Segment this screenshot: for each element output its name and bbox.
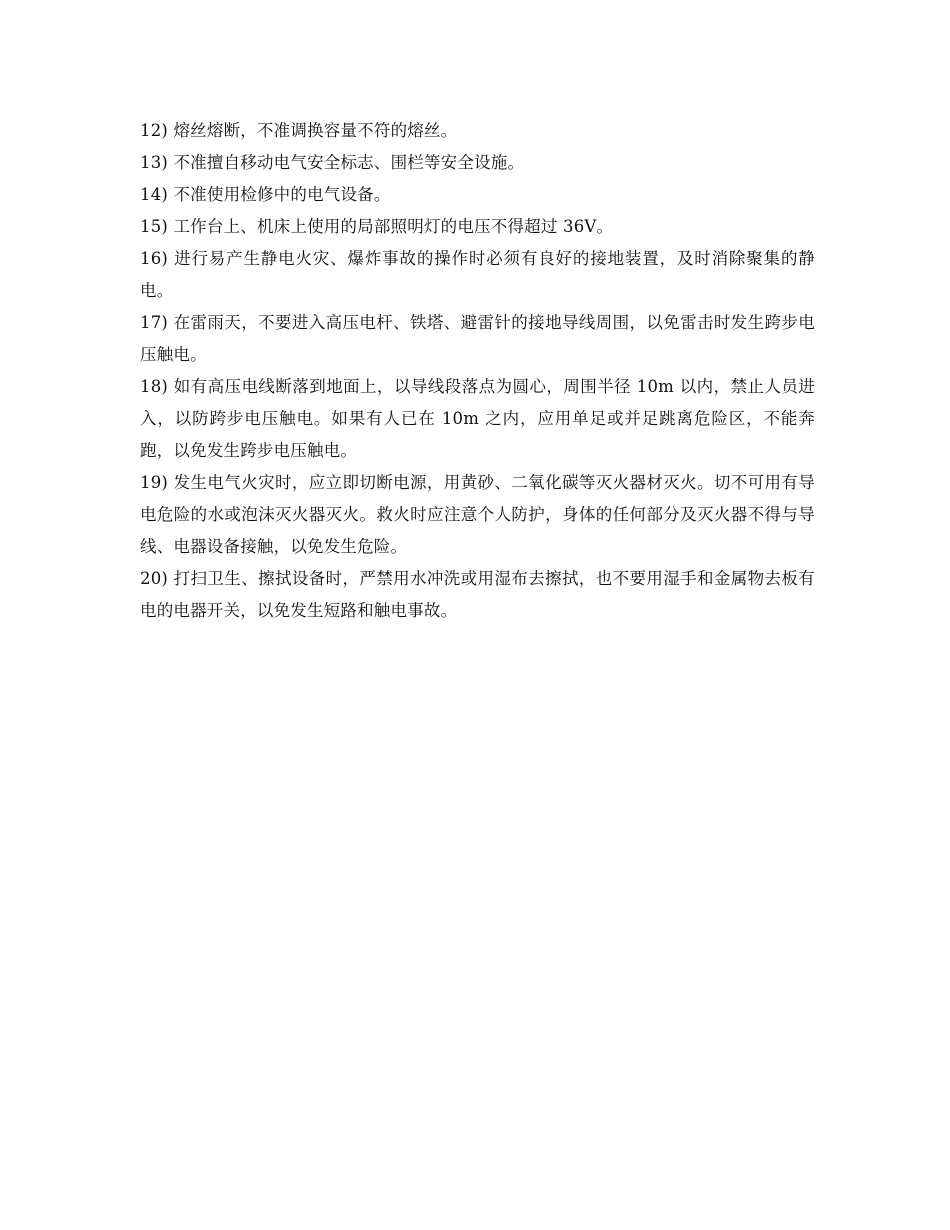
rule-item-14: 14) 不准使用检修中的电气设备。 [140,185,391,204]
rule-item-17: 17) 在雷雨天，不要进入高压电杆、铁塔、避雷针的接地导线周围，以免雷击时发生跨步电压触电。 [140,313,815,364]
rule-item-20: 20) 打扫卫生、擦拭设备时，严禁用水冲洗或用湿布去擦拭，也不要用湿手和金属物去板有电的电器开关，以免发生短路和触电事故。 [140,569,815,620]
rule-item-19: 19) 发生电气火灾时，应立即切断电源，用黄砂、二氧化碳等灭火器材灭火。切不可用有导电危险的水或泡沫灭火器灭火。救火时应注意个人防护，身体的任何部分及灭火器不得与导线、电器设备接触，以免发生危险。 [140,473,815,556]
rule-item-12: 12) 熔丝熔断，不准调换容量不符的熔丝。 [140,121,458,140]
document-body [140,115,815,627]
rule-item-13: 13) 不准擅自移动电气安全标志、围栏等安全设施。 [140,153,525,172]
rule-item-16: 16) 进行易产生静电火灾、爆炸事故的操作时必须有良好的接地装置，及时消除聚集的静电。 [140,249,815,300]
rule-item-15: 15) 工作台上、机床上使用的局部照明灯的电压不得超过 36V。 [140,217,614,236]
rule-item-18: 18) 如有高压电线断落到地面上，以导线段落点为圆心，周围半径 10m 以内，禁止人员进入，以防跨步电压触电。如果有人已在 10m 之内，应用单足或并足跳离危险区，不能奔跑，以免发生跨步电压触电。 [140,377,815,460]
